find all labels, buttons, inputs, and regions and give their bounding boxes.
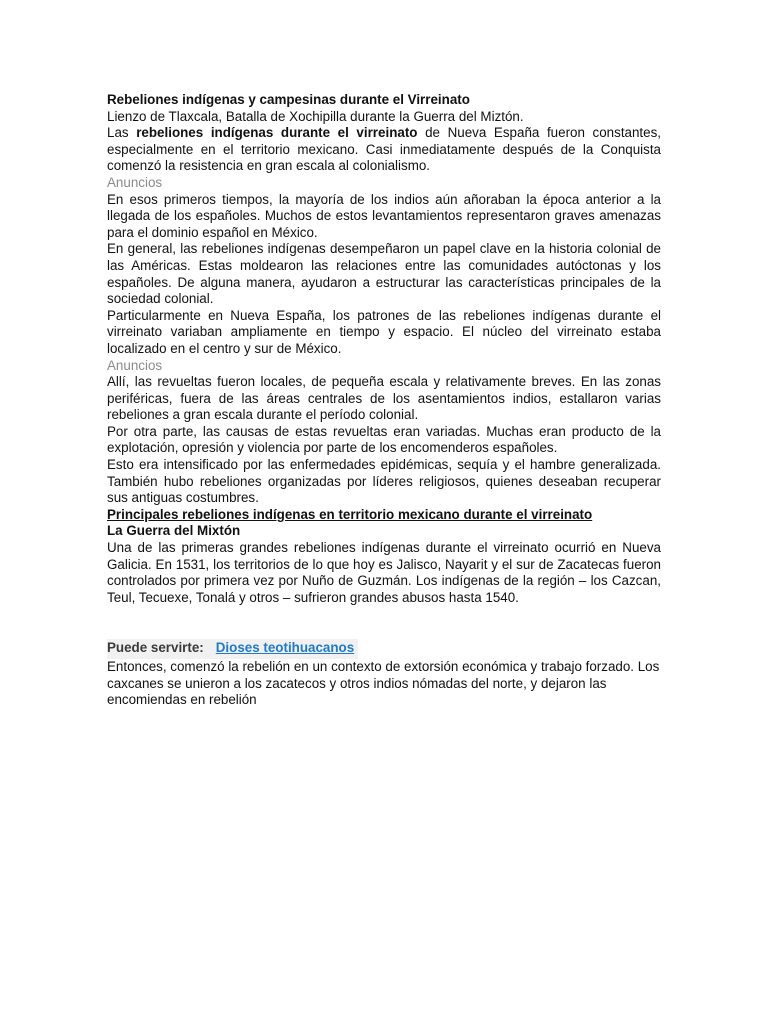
image-caption: Lienzo de Tlaxcala, Batalla de Xochipilla durante la Guerra del Miztón.	[107, 108, 524, 124]
intro-lead-post: de Nueva España fueron constantes, especialmente en el territorio mexicano. Casi inmediatamente después de la Conquista comenzó la resistencia en gran escala al colonialismo.	[107, 125, 662, 174]
section-heading: Principales rebeliones indígenas en territorio mexicano durante el virreinato	[107, 506, 593, 522]
ad-label: Anuncios	[107, 357, 163, 373]
intro-paragraph	[107, 125, 661, 175]
related-article-box	[107, 639, 661, 659]
paragraph: Entonces, comenzó la rebelión en un contexto de extorsión económica y trabajo forzado. Los caxcanes se unieron a los zacatecos y otros indios nómadas del norte, y dejaron las encomiendas en rebelión	[107, 659, 660, 708]
related-article-link[interactable]: Dioses teotihuacanos	[210, 639, 358, 659]
intro-block	[107, 109, 661, 175]
intro-bold-phrase: rebeliones indígenas durante el virreinato	[136, 125, 418, 141]
paragraph: Allí, las revueltas fueron locales, de pequeña escala y relativamente breves. En las zonas periféricas, fuera de las áreas centrales de los asentamientos indios, estallaron varias rebeliones a gran escala durante el período colonial.	[107, 374, 661, 423]
intro-lead-pre: Las	[107, 125, 137, 141]
paragraph: Esto era intensificado por las enfermedades epidémicas, sequía y el hambre generalizada. También hubo rebeliones organizadas por líderes religiosos, quienes deseaban recuperar sus antiguas costumbres.	[107, 457, 661, 506]
related-label: Puede servirte:	[107, 639, 210, 659]
document-title: Rebeliones indígenas y campesinas durante el Virreinato	[107, 92, 470, 107]
paragraph: Una de las primeras grandes rebeliones indígenas durante el virreinato ocurrió en Nueva Galicia. En 1531, los territorios de lo que hoy es Jalisco, Nayarit y el sur de Zacatecas fueron controlados por primera vez por Nuño de Guzmán. Los indígenas de la región – los Cazcan, Teul, Tecuexe, Tonalá y otros – sufrieron grandes abusos hasta 1540.	[107, 540, 661, 605]
subheading: La Guerra del Mixtón	[107, 523, 241, 539]
paragraph: En esos primeros tiempos, la mayoría de los indios aún añoraban la época anterior a la llegada de los españoles. Muchos de estos levantamientos representaron graves amenazas para el dominio español en México.	[107, 191, 661, 240]
paragraph: En general, las rebeliones indígenas desempeñaron un papel clave en la historia colonial de las Américas. Estas moldearon las relaciones entre las comunidades autóctonas y los españoles. De alguna manera, ayudaron a estructurar las características principales de la sociedad colonial.	[107, 241, 661, 307]
document-page	[107, 92, 661, 709]
paragraph: Particularmente en Nueva España, los patrones de las rebeliones indígenas durante el virreinato variaban ampliamente en tiempo y espacio. El núcleo del virreinato estaba localizado en el centro y sur de México.	[107, 307, 661, 356]
paragraph: Por otra parte, las causas de estas revueltas eran variadas. Muchas eran producto de la explotación, opresión y violencia por parte de los encomenderos españoles.	[107, 423, 661, 456]
ad-label: Anuncios	[107, 174, 163, 190]
